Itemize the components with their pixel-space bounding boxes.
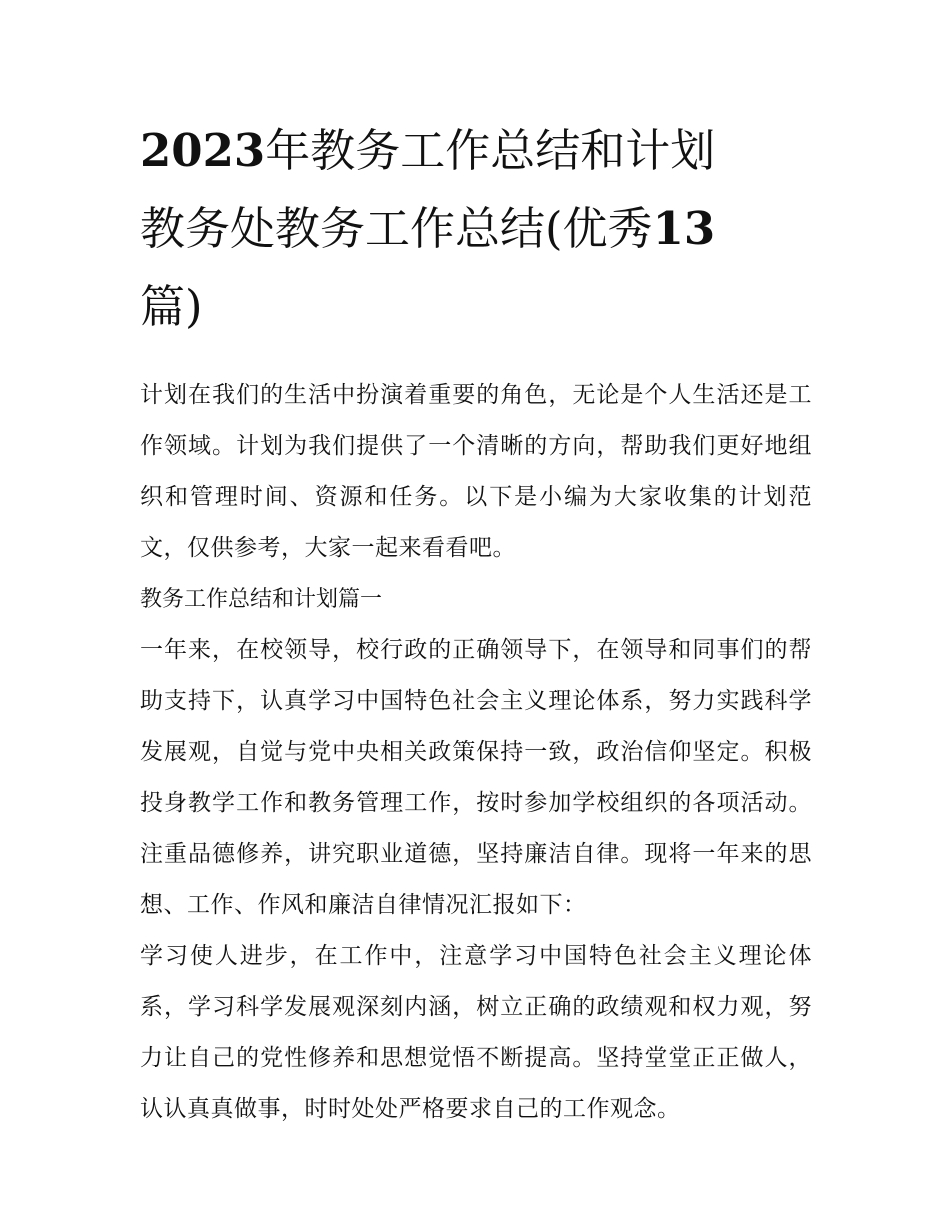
- document-page: [140, 112, 812, 1135]
- intro-paragraph: 计划在我们的生活中扮演着重要的角色，无论是个人生活还是工作领域。计划为我们提供了一个清晰的方向，帮助我们更好地组织和管理时间、资源和任务。以下是小编为大家收集的计划范文，仅供参考，大家一起来看看吧。: [140, 382, 812, 561]
- title-count: 13: [652, 202, 716, 255]
- title-line-2: [140, 190, 812, 268]
- document-body: [140, 370, 812, 1135]
- title-year: 2023: [140, 124, 266, 177]
- body-paragraph-1: 一年来，在校领导，校行政的正确领导下，在领导和同事们的帮助支持下，认真学习中国特色社会主义理论体系，努力实践科学发展观，自觉与党中央相关政策保持一致，政治信仰坚定。积极投身教学工作和教务管理工作，按时参加学校组织的各项活动。注重品德修养，讲究职业道德，坚持廉洁自律。现将一年来的思想、工作、作风和廉洁自律情况汇报如下：: [140, 637, 812, 918]
- body-paragraph-2: 学习使人进步，在工作中，注意学习中国特色社会主义理论体系，学习科学发展观深刻内涵，树立正确的政绩观和权力观，努力让自己的党性修养和思想觉悟不断提高。坚持堂堂正正做人，认认真真做事，时时处处严格要求自己的工作观念。: [140, 943, 812, 1122]
- title-line-1: [140, 112, 812, 190]
- title-line-3-text: 篇): [140, 280, 203, 333]
- title-line-3: [140, 268, 812, 346]
- document-title: [140, 112, 812, 346]
- section-heading: 教务工作总结和计划篇一: [140, 587, 383, 612]
- title-line-1-text: 年教务工作总结和计划: [265, 124, 716, 177]
- title-line-2-text: 教务处教务工作总结(优秀: [140, 202, 653, 255]
